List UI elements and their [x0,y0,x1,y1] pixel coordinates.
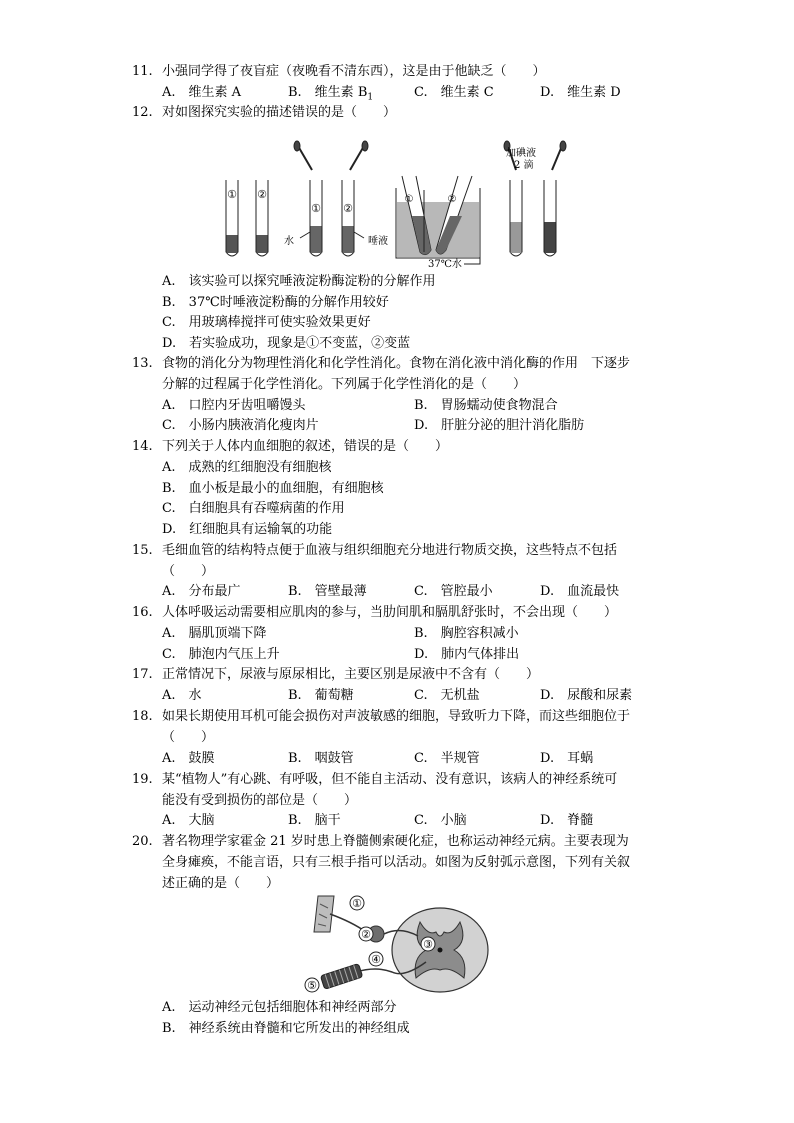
q11-option-a: A. 维生素 A [162,85,242,100]
q17-option-b: B. 葡萄糖 [288,688,354,703]
q17-stem: 正常情况下，尿液与原尿相比，主要区别是尿液中不含有（ ） [162,667,540,682]
q20-number: 20. [132,834,153,849]
marker-3: ③ [423,938,433,951]
q18-option-c: C. 半规管 [414,751,480,766]
q16-number: 16. [132,605,153,620]
q13-option-d: D. 肝脏分泌的胆汁消化脂肪 [414,418,585,433]
q17-option-a: A. 水 [162,688,202,703]
q19-option-a: A. 大脑 [162,813,215,828]
q12-option-c: C. 用玻璃棒搅拌可使实验效果更好 [162,315,371,330]
beaker-tube-2-label: ② [447,194,457,205]
q19-stem-line-2: 能没有受到损伤的部位是（ ） [162,793,358,808]
marker-2: ② [361,928,371,941]
q20-option-b: B. 神经系统由脊髓和它所发出的神经组成 [162,1021,410,1036]
marker-5: ⑤ [307,979,317,992]
marker-4: ④ [371,953,381,966]
q18-option-b: B. 咽鼓管 [288,751,354,766]
q20-stem-line-1: 著名物理学家霍金 21 岁时患上脊髓侧索硬化症，也称运动神经元病。主要表现为 [162,834,629,849]
q17-option-c: C. 无机盐 [414,688,480,703]
q14-number: 14. [132,439,153,454]
q12-stem: 对如图探究实验的描述错误的是（ ） [162,105,397,120]
q14-option-c: C. 白细胞具有吞噬病菌的作用 [162,501,345,516]
q13-stem-line-1: 食物的消化分为物理性消化和化学性消化。食物在消化液中消化酶的作用 下逐步 [162,356,631,371]
q12-option-b: B. 37℃时唾液淀粉酶的分解作用较好 [162,295,389,310]
q12-number: 12. [132,105,153,120]
q18-stem-line-1: 如果长期使用耳机可能会损伤对声波敏感的细胞，导致听力下降，而这些细胞位于 [162,709,631,724]
q19-option-d: D. 脊髓 [540,813,594,828]
bath-temperature-label: 37℃水 [428,259,462,270]
marker-1: ① [352,897,362,910]
reflex-arc-figure [300,892,500,1000]
q14-option-d: D. 红细胞具有运输氧的功能 [162,522,333,537]
q20-stem-line-3: 述正确的是（ ） [162,876,280,891]
tube-3-label: ① [311,202,321,215]
q16-option-c: C. 肺泡内气压上升 [162,647,280,662]
tube-2-label: ② [257,188,267,201]
q19-option-b: B. 脑干 [288,813,341,828]
q11-number: 11. [132,64,153,79]
q13-number: 13. [132,356,153,371]
q11-stem: 小强同学得了夜盲症（夜晚看不清东西），这是由于他缺乏（ ） [162,64,546,79]
q16-option-b: B. 胸腔容积减小 [414,626,519,641]
q18-number: 18. [132,709,153,724]
q19-stem-line-1: 某“植物人”有心跳、有呼吸，但不能自主活动、没有意识，该病人的神经系统可 [162,772,618,787]
q15-option-b: B. 管壁最薄 [288,584,367,599]
q16-option-d: D. 肺内气体排出 [414,647,520,662]
q19-number: 19. [132,772,153,787]
q11-option-b: B. 维生素 $B_1$ [288,85,374,103]
q13-stem-line-2: 分解的过程属于化学性消化。下列属于化学性消化的是（ ） [162,377,527,392]
q18-option-d: D. 耳蜗 [540,751,594,766]
q11-option-d: D. 维生素 D [540,85,621,100]
tube-4-label: ② [343,202,353,215]
q14-option-a: A. 成熟的红细胞没有细胞核 [162,460,332,475]
q16-stem: 人体呼吸运动需要相应肌肉的参与，当肋间肌和膈肌舒张时，不会出现（ ） [162,605,618,620]
q19-option-c: C. 小脑 [414,813,467,828]
beaker-tube-1-label: ① [404,194,414,205]
q15-number: 15. [132,543,153,558]
q14-option-b: B. 血小板是最小的血细胞，有细胞核 [162,481,384,496]
q20-option-a: A. 运动神经元包括细胞体和神经两部分 [162,1000,397,1015]
q14-stem: 下列关于人体内血细胞的叙述，错误的是（ ） [162,439,449,454]
q20-stem-line-2: 全身瘫痪，不能言语，只有三根手指可以活动。如图为反射弧示意图，下列有关叙 [162,855,631,870]
q17-number: 17. [132,667,153,682]
saliva-label: 唾液 [368,236,388,247]
tube-1-label: ① [227,188,237,201]
water-label: 水 [284,236,294,247]
q13-option-a: A. 口腔内牙齿咀嚼馒头 [162,398,306,413]
q13-option-b: B. 胃肠蠕动使食物混合 [414,398,558,413]
q15-option-c: C. 管腔最小 [414,584,493,599]
q16-option-a: A. 膈肌顶端下降 [162,626,267,641]
q13-option-c: C. 小肠内胰液消化瘦肉片 [162,418,319,433]
q18-option-a: A. 鼓膜 [162,751,215,766]
q15-stem-line-1: 毛细血管的结构特点便于血液与组织细胞充分地进行物质交换，这些特点不包括 [162,543,618,558]
iodine-label: 加碘液 [506,148,536,159]
saliva-starch-experiment-figure [218,140,588,270]
q15-stem-line-2: （ ） [162,564,215,579]
q11-option-c: C. 维生素 C [414,85,494,100]
q12-option-d: D. 若实验成功，现象是①不变蓝，②变蓝 [162,336,411,351]
q17-option-d: D. 尿酸和尿素 [540,688,633,703]
q18-stem-line-2: （ ） [162,730,215,745]
q12-option-a: A. 该实验可以探究唾液淀粉酶淀粉的分解作用 [162,274,436,289]
q15-option-d: D. 血流最快 [540,584,620,599]
q15-option-a: A. 分布最广 [162,584,241,599]
iodine-drops-label: 2 滴 [514,160,534,171]
